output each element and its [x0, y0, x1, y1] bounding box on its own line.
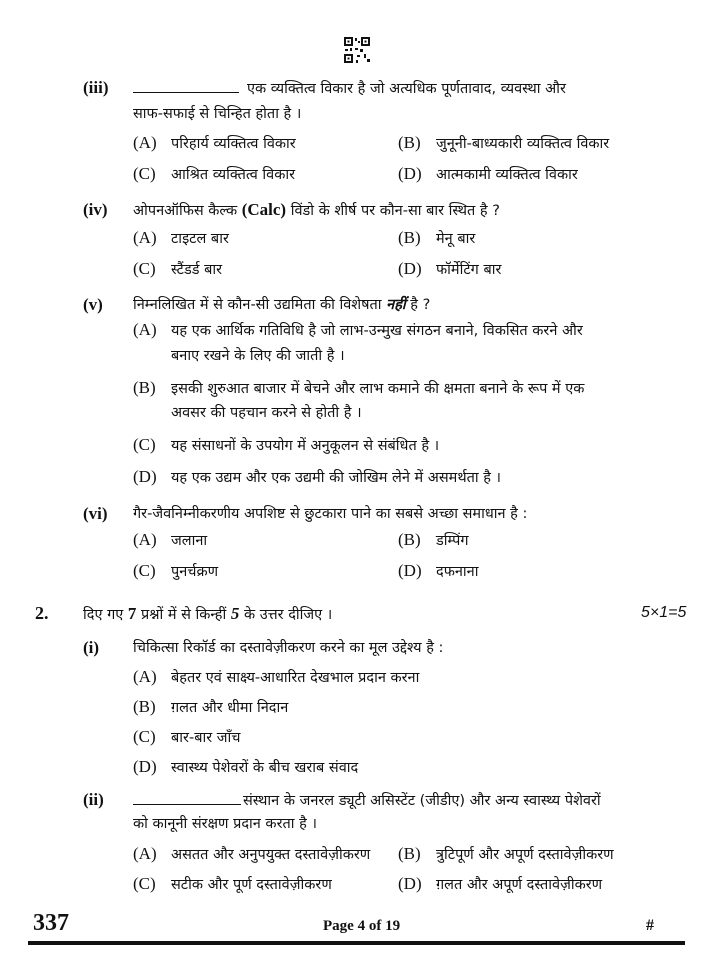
option-label: (A) — [133, 844, 157, 863]
option-label: (B) — [398, 844, 421, 863]
option-label: (B) — [398, 133, 421, 152]
option-text: ग़लत और अपूर्ण दस्तावेज़ीकरण — [436, 877, 603, 893]
question-number: (iii) — [83, 78, 109, 97]
option-label: (C) — [133, 435, 156, 454]
question-number: (iv) — [83, 200, 108, 219]
option-text: त्रुटिपूर्ण और अपूर्ण दस्तावेज़ीकरण — [436, 847, 614, 863]
option-label: (D) — [398, 874, 422, 893]
option-text: असतत और अनुपयुक्त दस्तावेज़ीकरण — [171, 847, 371, 863]
option-text: बेहतर एवं साक्ष्य-आधारित देखभाल प्रदान करना — [171, 670, 420, 686]
option-label: (A) — [133, 320, 157, 339]
footer-rule — [28, 941, 685, 945]
fill-blank — [133, 790, 241, 805]
fill-blank — [133, 78, 239, 93]
option-text: फॉर्मेटिंग बार — [436, 262, 502, 278]
qr-code — [343, 36, 371, 64]
option-label: (D) — [133, 757, 157, 776]
option-text: ग़लत और धीमा निदान — [171, 700, 289, 716]
option-text: आत्मकामी व्यक्तित्व विकार — [436, 167, 578, 183]
option-label: (A) — [133, 228, 157, 247]
option-label: (A) — [133, 530, 157, 549]
option-text: परिहार्य व्यक्तित्व विकार — [171, 136, 296, 152]
question-text-line2: साफ-सफाई से चिन्हित होता है । — [133, 106, 302, 122]
option-label: (B) — [398, 530, 421, 549]
option-label: (D) — [398, 164, 422, 183]
option-text: सटीक और पूर्ण दस्तावेज़ीकरण — [171, 877, 332, 893]
marks-scheme: 5×1=5 — [641, 604, 687, 621]
option-label: (B) — [398, 228, 421, 247]
question-text-line2: को कानूनी संरक्षण प्रदान करता है । — [133, 816, 317, 832]
option-label: (B) — [133, 378, 156, 397]
question-text: एक व्यक्तित्व विकार है जो अत्यधिक पूर्णतावाद, व्यवस्था और — [133, 78, 566, 99]
question-text: ओपनऑफिस कैल्क (Calc) विंडो के शीर्ष पर कौन-सा बार स्थित है ? — [133, 200, 500, 219]
option-text: मेनू बार — [436, 231, 476, 247]
question-text: संस्थान के जनरल ड्यूटी असिस्टेंट (जीडीए) और अन्य स्वास्थ्य पेशेवरों — [133, 790, 601, 811]
option-text: स्टैंडर्ड बार — [171, 262, 223, 278]
option-label: (D) — [133, 467, 157, 486]
option-text: डम्पिंग — [436, 533, 469, 549]
question-text: गैर-जैवनिम्नीकरणीय अपशिष्ट से छुटकारा पाने का सबसे अच्छा समाधान है : — [133, 506, 528, 522]
option-text: स्वास्थ्य पेशेवरों के बीच खराब संवाद — [171, 760, 359, 776]
option-text: टाइटल बार — [171, 231, 229, 247]
paper-code: 337 — [33, 910, 69, 936]
option-label: (A) — [133, 133, 157, 152]
option-text: जलाना — [171, 533, 208, 549]
question-number: (i) — [83, 638, 100, 657]
option-text: यह एक उद्यम और एक उद्यमी की जोखिम लेने में असमर्थता है । — [171, 470, 502, 486]
option-label: (A) — [133, 667, 157, 686]
option-text: आश्रित व्यक्तित्व विकार — [171, 167, 296, 183]
option-label: (B) — [133, 697, 156, 716]
option-text: इसकी शुरुआत बाजार में बेचने और लाभ कमाने की क्षमता बनाने के रूप में एक — [171, 381, 585, 397]
question-number: (v) — [83, 295, 103, 314]
question-text: चिकित्सा रिकॉर्ड का दस्तावेज़ीकरण करने का मूल उद्देश्य है : — [133, 640, 444, 656]
option-label: (C) — [133, 259, 156, 278]
option-label: (C) — [133, 727, 156, 746]
option-text: जुनूनी-बाध्यकारी व्यक्तित्व विकार — [436, 136, 610, 152]
section-instruction: दिए गए 7 प्रश्नों में से किन्हीं 5 के उत्तर दीजिए । — [83, 604, 333, 623]
option-text: बार-बार जाँच — [171, 730, 241, 746]
section-number: 2. — [35, 603, 49, 623]
option-text-line2: अवसर की पहचान करने से होती है । — [171, 405, 362, 421]
question-text: निम्नलिखित में से कौन-सी उद्यमिता की विशेषता नहीं है ? — [133, 297, 431, 313]
option-text: पुनर्चक्रण — [171, 564, 219, 580]
option-label: (D) — [398, 259, 422, 278]
page-number: Page 4 of 19 — [323, 918, 401, 934]
option-text: यह संसाधनों के उपयोग में अनुकूलन से संबंधित है । — [171, 438, 440, 454]
option-text-line2: बनाए रखने के लिए की जाती है । — [171, 348, 345, 364]
question-number: (vi) — [83, 504, 108, 523]
option-label: (C) — [133, 874, 156, 893]
footer-hash: # — [646, 917, 654, 934]
option-text: यह एक आर्थिक गतिविधि है जो लाभ-उन्मुख संगठन बनाने, विकसित करने और — [171, 323, 583, 339]
option-label: (C) — [133, 561, 156, 580]
option-text: दफनाना — [436, 564, 479, 580]
option-label: (C) — [133, 164, 156, 183]
question-number: (ii) — [83, 790, 104, 809]
option-label: (D) — [398, 561, 422, 580]
